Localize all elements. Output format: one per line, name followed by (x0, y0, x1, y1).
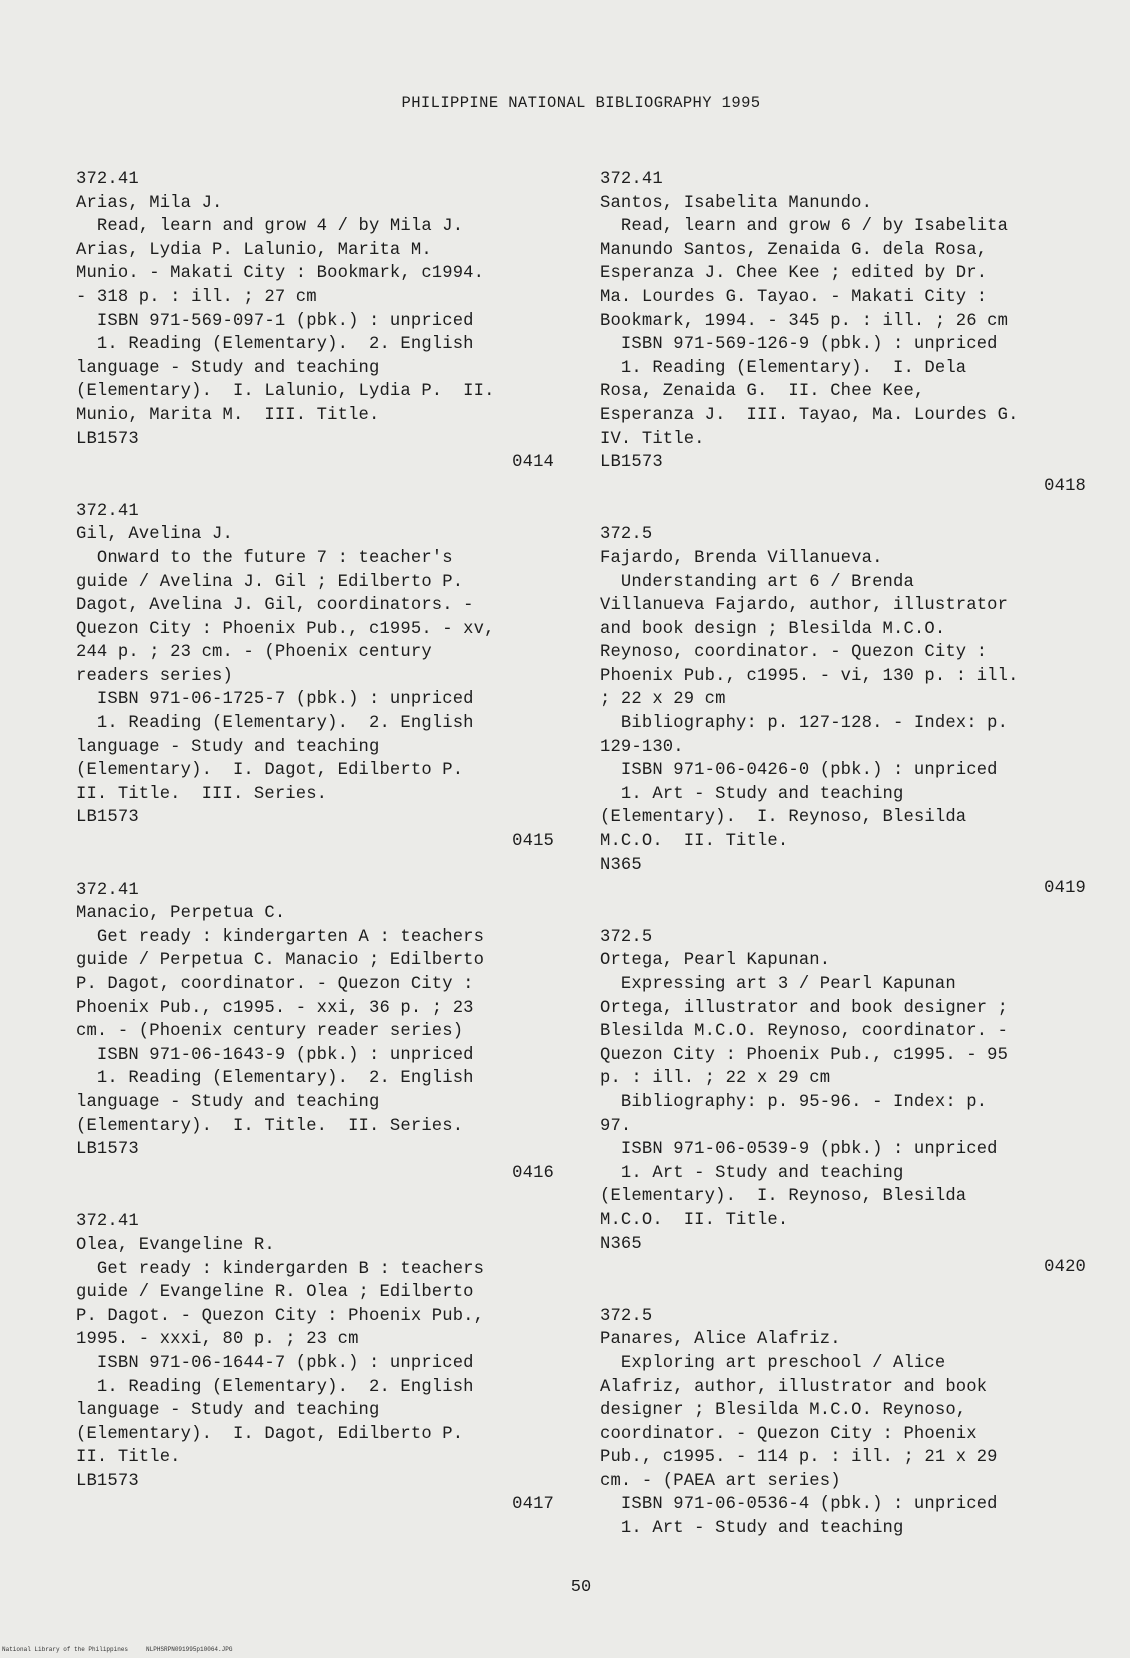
entry-line: 1. Art - Study and teaching (600, 1519, 904, 1539)
entry-author: Ortega, Pearl Kapunan. (600, 951, 831, 971)
entry-line: N365 (600, 1234, 642, 1254)
entry-line: p. : ill. ; 22 x 29 cm (600, 1069, 831, 1089)
entry-line: LB1573 (76, 1471, 139, 1491)
bibliographic-entry (76, 1210, 554, 1517)
entry-line: (Elementary). I. Lalunio, Lydia P. II. (76, 382, 495, 402)
entry-line: 1. Reading (Elementary). 2. English (76, 1069, 474, 1089)
entry-line: Phoenix Pub., c1995. - xxi, 36 p. ; 23 (76, 998, 474, 1018)
left-column (76, 168, 554, 1542)
entry-line: Onward to the future 7 : teacher's (76, 548, 453, 568)
entry-line: 97. (600, 1116, 632, 1136)
entry-line: LB1573 (76, 429, 139, 449)
entry-line: Villanueva Fajardo, author, illustrator (600, 596, 1009, 616)
entry-line: designer ; Blesilda M.C.O. Reynoso, (600, 1401, 967, 1421)
entry-line: Bibliography: p. 95-96. - Index: p. (600, 1092, 988, 1112)
entry-line: Ortega, illustrator and book designer ; (600, 998, 1009, 1018)
entry-line: cm. - (PAEA art series) (600, 1471, 841, 1491)
entry-line: Pub., c1995. - 114 p. : ill. ; 21 x 29 (600, 1448, 998, 1468)
call-number: 372.5 (600, 525, 653, 545)
entry-line: Quezon City : Phoenix Pub., c1995. - 95 (600, 1045, 1009, 1065)
entry-line: guide / Evangeline R. Olea ; Edilberto (76, 1283, 474, 1303)
entry-line: (Elementary). I. Dagot, Edilberto P. (76, 761, 464, 781)
entry-author: Arias, Mila J. (76, 193, 223, 213)
entry-line: 1. Reading (Elementary). 2. English (76, 335, 474, 355)
entry-line: Read, learn and grow 6 / by Isabelita (600, 217, 1009, 237)
entry-line: ISBN 971-06-0539-9 (pbk.) : unpriced (600, 1140, 998, 1160)
entry-line: Bibliography: p. 127-128. - Index: p. (600, 714, 1009, 734)
entry-line: 1. Art - Study and teaching (600, 784, 904, 804)
right-column (600, 168, 1086, 1566)
bibliographic-entry (600, 168, 1086, 498)
entry-line: Exploring art preschool / Alice (600, 1353, 946, 1373)
call-number: 372.41 (76, 170, 139, 189)
entry-line: (Elementary). I. Reynoso, Blesilda (600, 808, 967, 828)
entry-number: 0419 (1044, 879, 1086, 899)
call-number: 372.41 (600, 170, 663, 189)
entry-line: 1. Art - Study and teaching (600, 1163, 904, 1183)
entry-line: Munio. - Makati City : Bookmark, c1994. (76, 264, 485, 284)
entry-line: Munio, Marita M. III. Title. (76, 405, 380, 425)
entry-line: Expressing art 3 / Pearl Kapunan (600, 975, 956, 994)
entry-line: ISBN 971-06-1644-7 (pbk.) : unpriced (76, 1353, 474, 1373)
entry-line: and book design ; Blesilda M.C.O. (600, 619, 946, 639)
entry-line: Get ready : kindergarten A : teachers (76, 927, 485, 947)
bibliographic-entry (76, 500, 554, 854)
entry-line: ISBN 971-569-097-1 (pbk.) : unpriced (76, 311, 474, 331)
entry-line: LB1573 (600, 453, 663, 473)
entry-line: IV. Title. (600, 429, 705, 449)
entry-line: Esperanza J. III. Tayao, Ma. Lourdes G. (600, 405, 1019, 425)
entry-line: Rosa, Zenaida G. II. Chee Kee, (600, 382, 925, 402)
entry-author: Gil, Avelina J. (76, 525, 233, 545)
entry-line: P. Dagot. - Quezon City : Phoenix Pub., (76, 1306, 485, 1326)
entry-line: M.C.O. II. Title. (600, 1210, 789, 1230)
entry-line: II. Title. (76, 1448, 181, 1468)
entry-line: language - Study and teaching (76, 1401, 380, 1421)
entry-line: LB1573 (76, 1140, 139, 1160)
entry-line: 244 p. ; 23 cm. - (Phoenix century (76, 643, 432, 663)
entry-line: guide / Avelina J. Gil ; Edilberto P. (76, 572, 464, 592)
entry-author: Fajardo, Brenda Villanueva. (600, 548, 883, 568)
entry-line: Understanding art 6 / Brenda (600, 572, 914, 592)
entry-number: 0414 (512, 453, 554, 473)
entry-line: Phoenix Pub., c1995. - vi, 130 p. : ill. (600, 666, 1019, 686)
entry-line: ISBN 971-06-1725-7 (pbk.) : unpriced (76, 690, 474, 710)
entry-line: ISBN 971-06-0536-4 (pbk.) : unpriced (600, 1495, 998, 1515)
entry-line: Ma. Lourdes G. Tayao. - Makati City : (600, 287, 988, 307)
entry-line: - 318 p. : ill. ; 27 cm (76, 287, 317, 307)
entry-line: N365 (600, 855, 642, 875)
bibliographic-entry (600, 1305, 1086, 1541)
entry-line: 129-130. (600, 737, 684, 757)
entry-number: 0420 (1044, 1258, 1086, 1278)
call-number: 372.41 (76, 880, 139, 900)
entry-line: Blesilda M.C.O. Reynoso, coordinator. - (600, 1022, 1009, 1042)
entry-line: coordinator. - Quezon City : Phoenix (600, 1424, 977, 1444)
entry-author: Santos, Isabelita Manundo. (600, 193, 873, 213)
entry-line: LB1573 (76, 808, 139, 828)
entry-line: Arias, Lydia P. Lalunio, Marita M. (76, 240, 432, 260)
entry-line: ISBN 971-569-126-9 (pbk.) : unpriced (600, 335, 998, 355)
entry-line: ISBN 971-06-1643-9 (pbk.) : unpriced (76, 1045, 474, 1065)
entry-author: Olea, Evangeline R. (76, 1235, 275, 1255)
call-number: 372.5 (600, 927, 653, 947)
bibliographic-entry (76, 879, 554, 1186)
bibliographic-entry (600, 523, 1086, 901)
entry-line: Manundo Santos, Zenaida G. dela Rosa, (600, 240, 988, 260)
entry-line: Alafriz, author, illustrator and book (600, 1377, 988, 1397)
bibliographic-entry (600, 926, 1086, 1280)
entry-line: Read, learn and grow 4 / by Mila J. (76, 217, 464, 237)
entry-line: Dagot, Avelina J. Gil, coordinators. - (76, 596, 474, 616)
entry-line: 1. Reading (Elementary). 2. English (76, 1377, 474, 1397)
entry-line: cm. - (Phoenix century reader series) (76, 1022, 464, 1042)
bibliographic-entry (76, 168, 554, 475)
call-number: 372.41 (76, 1212, 139, 1232)
entry-number: 0417 (512, 1495, 554, 1515)
entry-line: language - Study and teaching (76, 1092, 380, 1112)
entry-line: Quezon City : Phoenix Pub., c1995. - xv, (76, 619, 495, 639)
scan-footer: National Library of the Philippines NLPHSRPN091995p10064.JPG (2, 1646, 233, 1653)
entry-number: 0418 (1044, 476, 1086, 496)
entry-line: readers series) (76, 666, 233, 686)
entry-line: Bookmark, 1994. - 345 p. : ill. ; 26 cm (600, 311, 1009, 331)
entry-author: Panares, Alice Alafriz. (600, 1330, 841, 1350)
entry-line: 1. Reading (Elementary). I. Dela (600, 358, 967, 378)
entry-line: Get ready : kindergarden B : teachers (76, 1259, 485, 1279)
entry-number: 0416 (512, 1163, 554, 1183)
entry-line: II. Title. III. Series. (76, 784, 328, 804)
page-header: PHILIPPINE NATIONAL BIBLIOGRAPHY 1995 (401, 94, 761, 112)
entry-line: 1. Reading (Elementary). 2. English (76, 714, 474, 734)
entry-line: M.C.O. II. Title. (600, 832, 789, 852)
entry-line: 1995. - xxxi, 80 p. ; 23 cm (76, 1330, 359, 1350)
entry-line: language - Study and teaching (76, 737, 380, 757)
entry-line: Reynoso, coordinator. - Quezon City : (600, 643, 988, 663)
entry-author: Manacio, Perpetua C. (76, 904, 286, 924)
entry-line: Esperanza J. Chee Kee ; edited by Dr. (600, 264, 988, 284)
page-number: 50 (570, 1578, 592, 1597)
entry-line: (Elementary). I. Title. II. Series. (76, 1116, 464, 1136)
entry-line: language - Study and teaching (76, 358, 380, 378)
call-number: 372.5 (600, 1306, 653, 1326)
entry-line: P. Dagot, coordinator. - Quezon City : (76, 975, 474, 994)
entry-line: (Elementary). I. Dagot, Edilberto P. (76, 1424, 464, 1444)
call-number: 372.41 (76, 501, 139, 521)
entry-line: guide / Perpetua C. Manacio ; Edilberto (76, 951, 485, 971)
entry-line: ; 22 x 29 cm (600, 690, 726, 710)
entry-number: 0415 (512, 832, 554, 852)
entry-line: ISBN 971-06-0426-0 (pbk.) : unpriced (600, 761, 998, 781)
entry-line: (Elementary). I. Reynoso, Blesilda (600, 1187, 967, 1207)
